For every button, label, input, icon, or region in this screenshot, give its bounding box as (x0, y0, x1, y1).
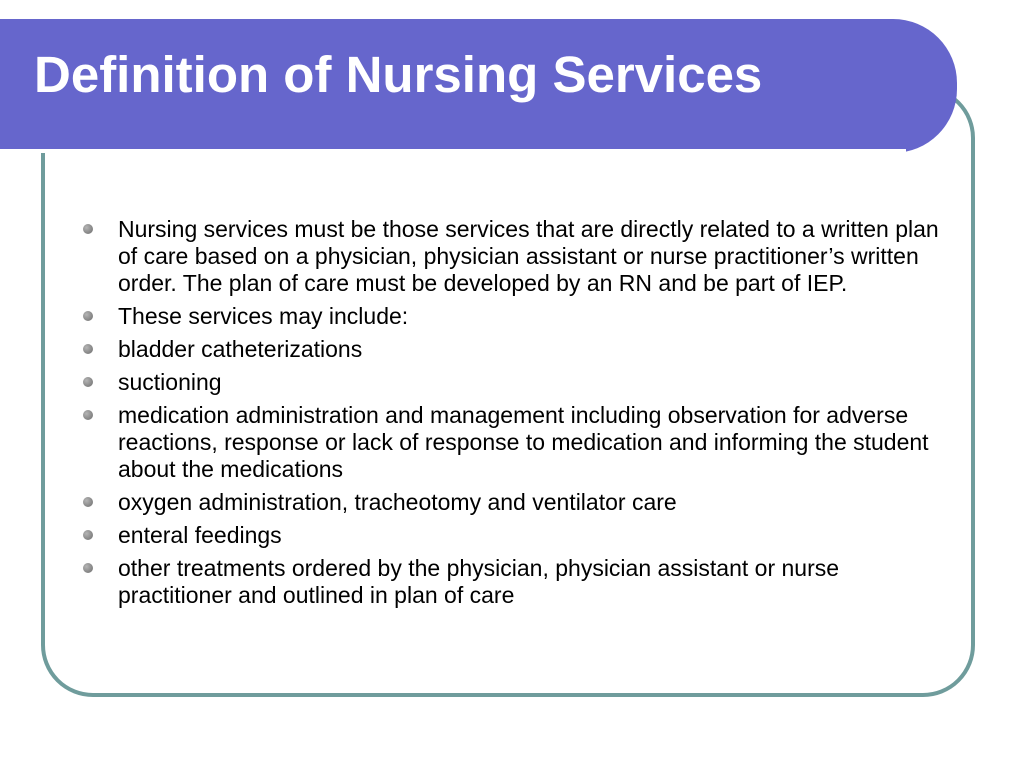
bullet-text: suctioning (118, 369, 222, 395)
bullet-dot-icon (83, 224, 93, 234)
bullet-item (82, 555, 952, 609)
bullet-text: enteral feedings (118, 522, 282, 548)
bullet-dot-icon (83, 530, 93, 540)
bullet-item (82, 216, 952, 297)
bullet-text: bladder catheterizations (118, 336, 363, 362)
title-underline (0, 149, 906, 153)
bullet-item (82, 369, 952, 396)
bullet-item (82, 336, 952, 363)
bullet-dot-icon (83, 497, 93, 507)
bullet-dot-icon (83, 563, 93, 573)
bullet-item (82, 303, 952, 330)
bullet-list (82, 216, 952, 615)
bullet-text: Nursing services must be those services that are directly related to a written plan of care based on a physician, physician assistant or nurse practitioner’s written order. The plan of care must be developed by an RN and be part of IEP. (118, 216, 939, 296)
bullet-text: medication administration and management including observation for adverse reactions, response or lack of response to medication and informing the student about the medications (118, 402, 929, 482)
bullet-item (82, 489, 952, 516)
bullet-text: These services may include: (118, 303, 409, 329)
bullet-dot-icon (83, 344, 93, 354)
slide-title: Definition of Nursing Services (34, 46, 763, 103)
bullet-text: other treatments ordered by the physician, physician assistant or nurse practitioner and outlined in plan of care (118, 555, 840, 608)
bullet-dot-icon (83, 410, 93, 420)
bullet-dot-icon (83, 377, 93, 387)
bullet-dot-icon (83, 311, 93, 321)
bullet-item (82, 522, 952, 549)
bullet-text: oxygen administration, tracheotomy and ventilator care (118, 489, 677, 515)
bullet-item (82, 402, 952, 483)
